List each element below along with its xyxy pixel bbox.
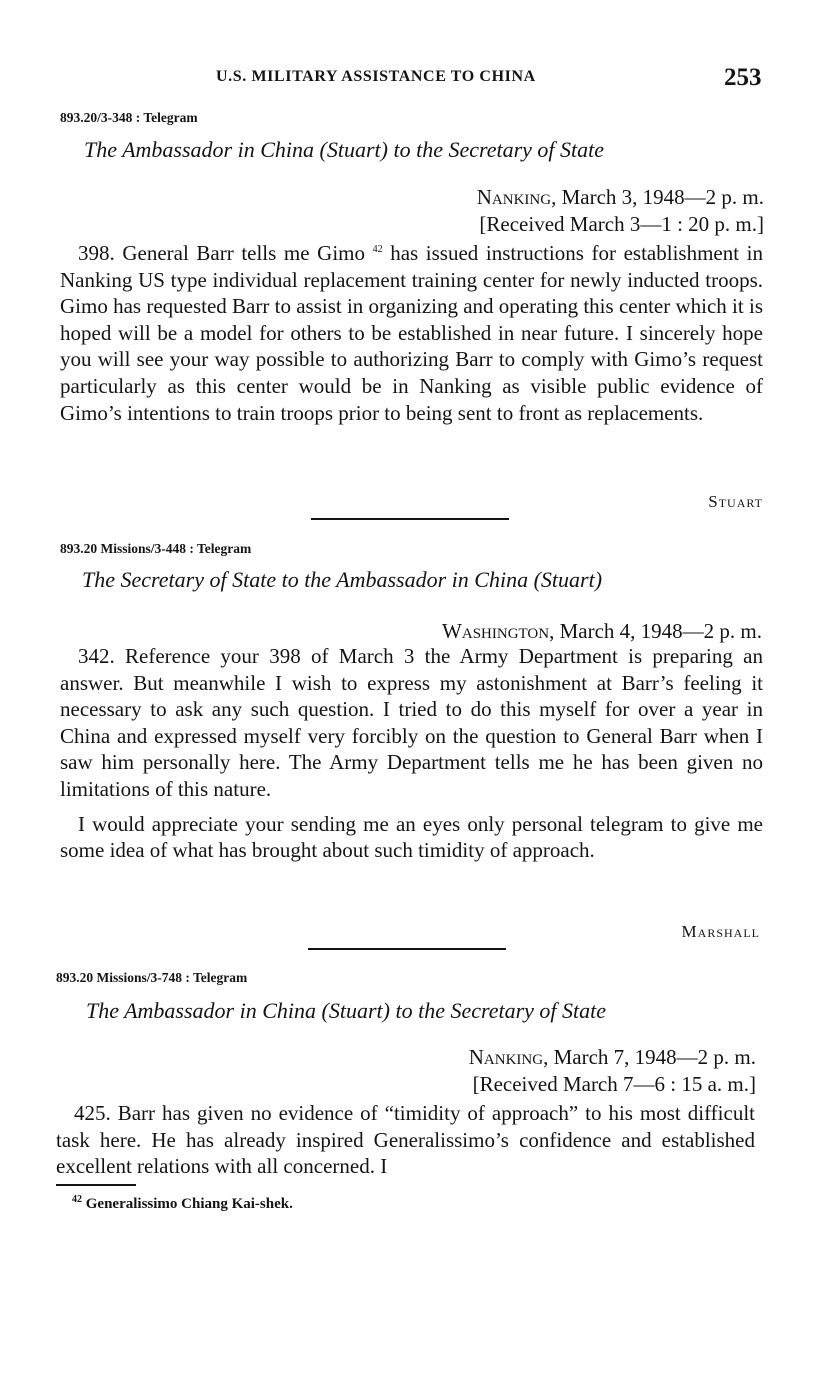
- title-text: ) to the Secretary of State: [382, 998, 607, 1023]
- file-reference: [60, 110, 198, 126]
- dateline-date: , March 7, 1948—2 p. m.: [543, 1045, 756, 1069]
- dateline-place: Washington: [442, 619, 550, 643]
- message-body: [56, 1100, 755, 1180]
- dateline: [442, 618, 762, 645]
- paragraph: [60, 240, 763, 426]
- document-title: [82, 567, 602, 593]
- footnote-mark: 42: [72, 1194, 82, 1205]
- dateline-place: Nanking: [468, 1045, 544, 1069]
- file-reference-text: 893.20 Missions/3-448 : Telegram: [60, 541, 252, 556]
- page-number: 253: [724, 64, 762, 91]
- section-divider: [308, 948, 506, 950]
- file-reference: [60, 541, 251, 557]
- footnote-text: Generalissimo Chiang Kai-shek.: [82, 1196, 293, 1212]
- signature: Marshall: [681, 922, 760, 941]
- message-body: [60, 643, 763, 864]
- dateline-place: Nanking: [476, 185, 552, 209]
- paragraph-text: has issued instructions for establishment in Nanking US type individual replacement training center for newly inducted troops. Gimo has requested Barr to assist in organizing and operating this center which it is hoped will be a model for others to be established in near future. I sincerely hope you will see your way possible to authorizing Barr to comply with Gimo’s request particularly as this center would be in Nanking as visible public evidence of Gimo’s intentions to train troops prior to being sent to front as replacements.: [60, 241, 763, 425]
- footnote-reference: 42: [372, 244, 383, 255]
- title-name: Stuart: [328, 998, 383, 1023]
- dateline-date: , March 4, 1948—2 p. m.: [549, 619, 762, 643]
- section-divider: [311, 518, 509, 520]
- title-text: ): [594, 567, 603, 592]
- title-text: ) to the Secretary of State: [380, 137, 605, 162]
- file-reference-text: 893.20 Missions/3-748 : Telegram: [56, 970, 248, 985]
- footnote-divider: [56, 1184, 136, 1186]
- title-text: The Ambassador in China (: [84, 137, 327, 162]
- paragraph: 342. Reference your 398 of March 3 the Army Department is preparing an answer. But meanwhile I wish to express my astonishment at Barr’s feeling it necessary to ask any such question. I tried to do this myself for over a year in China and expressed myself very forcibly on the question to General Barr when I saw him personally here. The Army Department tells me he has been given no limitations of this nature.: [60, 644, 763, 801]
- paragraph-text: General Barr tells me Gimo: [114, 241, 373, 265]
- received-line: [Received March 3—1 : 20 p. m.]: [479, 212, 764, 236]
- document-title: [86, 998, 606, 1024]
- running-title: U.S. MILITARY ASSISTANCE TO CHINA: [216, 68, 536, 85]
- title-name: Stuart: [540, 567, 595, 592]
- message-body: [60, 240, 763, 426]
- title-text: The Secretary of State to the Ambassador in China (: [82, 567, 541, 592]
- file-reference: [56, 970, 247, 986]
- title-text: The Ambassador in China (: [86, 998, 329, 1023]
- title-name: Stuart: [326, 137, 381, 162]
- message-number: 398.: [78, 241, 115, 265]
- paragraph: 425. Barr has given no evidence of “timidity of approach” to his most difficult task here. He has already inspired Generalissimo’s confidence and established excellent relations with all concerned. I: [56, 1101, 755, 1179]
- footnote: [72, 1196, 293, 1213]
- signature: Stuart: [708, 492, 763, 511]
- dateline: [477, 184, 764, 211]
- received-line: [Received March 7—6 : 15 a. m.]: [472, 1072, 756, 1096]
- file-reference-text: 893.20/3-348 : Telegram: [60, 110, 198, 125]
- paragraph: I would appreciate your sending me an eyes only personal telegram to give me some idea of what has brought about such timidity of approach.: [60, 811, 763, 863]
- dateline-date: , March 3, 1948—2 p. m.: [551, 185, 764, 209]
- document-title: [84, 137, 604, 163]
- dateline: [469, 1044, 756, 1071]
